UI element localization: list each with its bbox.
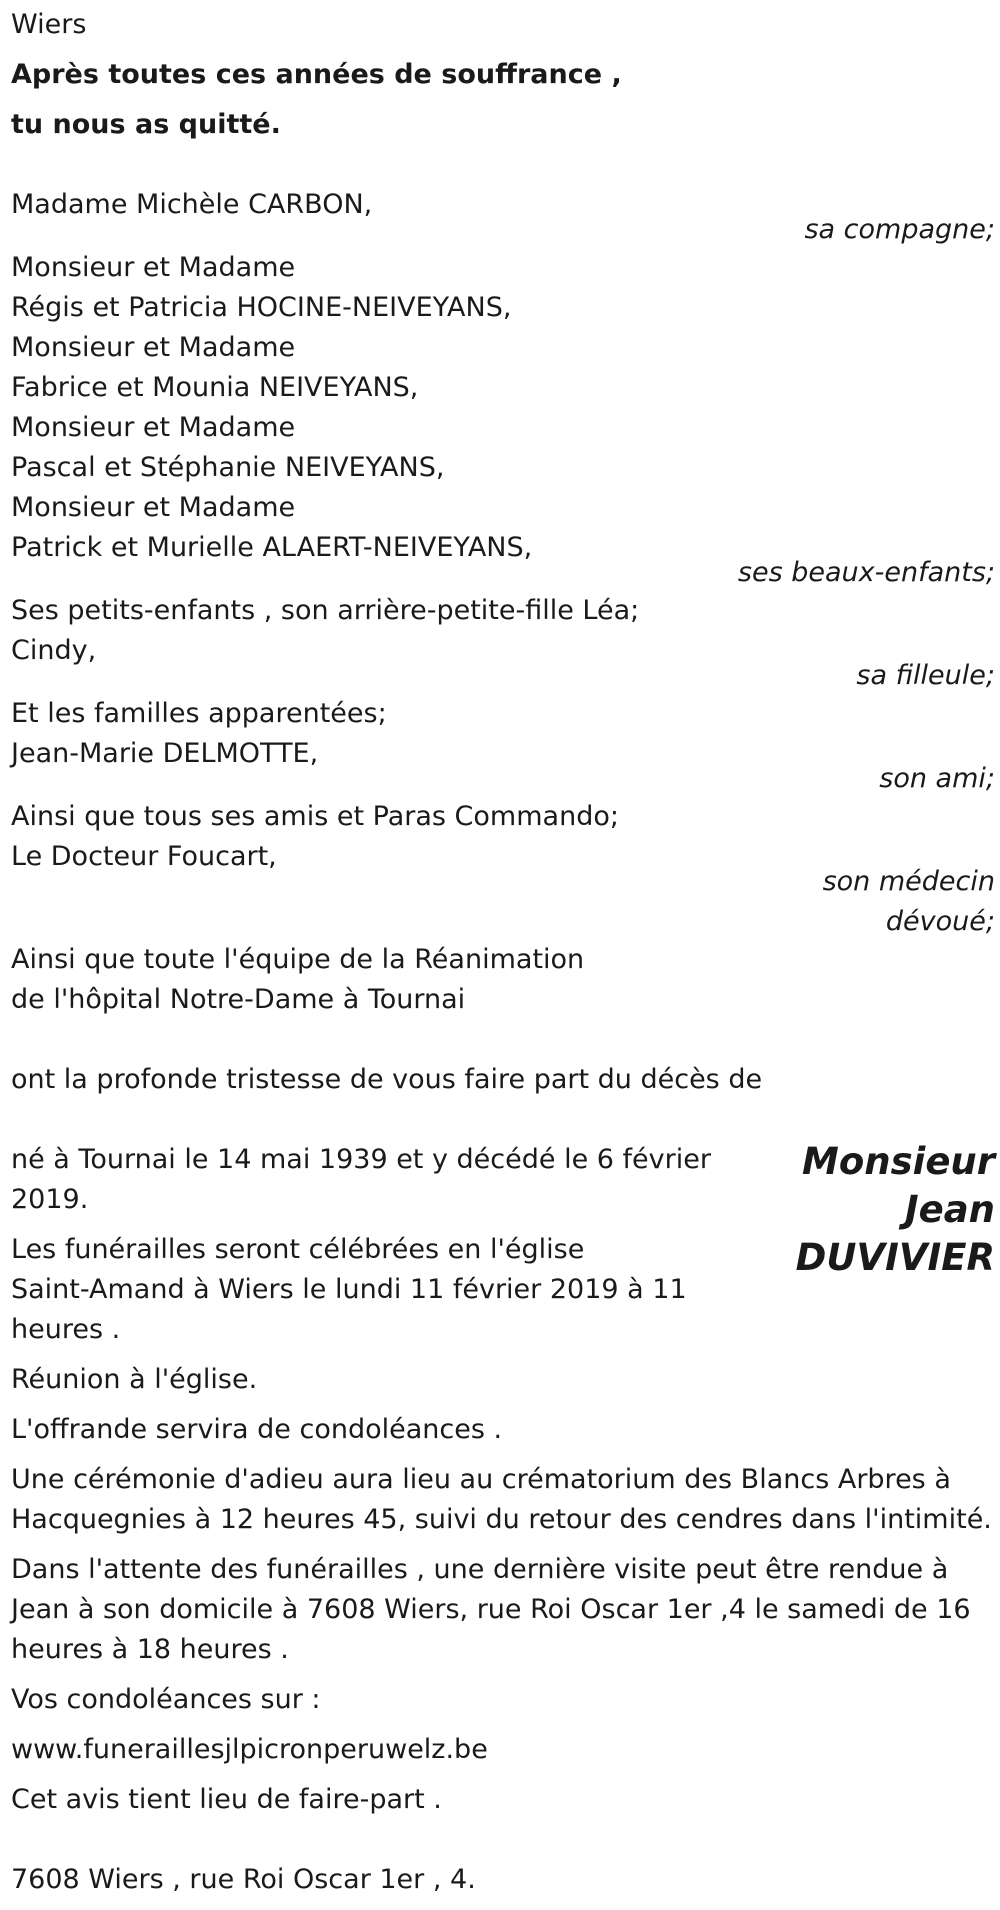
icu-team-line-2: de l'hôpital Notre-Dame à Tournai <box>11 984 466 1015</box>
goddaughter-name: Cindy, <box>11 635 97 666</box>
condolences-label: Vos condoléances sur : <box>11 1684 321 1715</box>
condolences-url: www.funeraillesjlpicronperuwelz.be <box>11 1734 488 1765</box>
church-meeting: Réunion à l'église. <box>11 1364 258 1395</box>
step-child-line: Monsieur et Madame <box>11 492 296 523</box>
grandchildren: Ses petits-enfants , son arrière-petite-fille Léa; <box>11 595 640 626</box>
visit-line-1: Dans l'attente des funérailles , une dernière visite peut être rendue à <box>11 1554 949 1585</box>
ceremony-line-1: Une cérémonie d'adieu aura lieu au crématorium des Blancs Arbres à <box>11 1464 951 1495</box>
step-child-line: Monsieur et Madame <box>11 332 296 363</box>
step-child-line: Patrick et Murielle ALAERT-NEIVEYANS, <box>11 532 533 563</box>
footer-address: 7608 Wiers , rue Roi Oscar 1er , 4. <box>11 1864 476 1895</box>
friend-role: son ami; <box>879 763 995 794</box>
doctor-role-line-1: son médecin <box>822 866 995 897</box>
announcement: ont la profonde tristesse de vous faire part du décès de <box>11 1064 763 1095</box>
funeral-line-3: heures . <box>11 1314 121 1345</box>
companion-role: sa compagne; <box>804 214 995 245</box>
step-child-line: Régis et Patricia HOCINE-NEIVEYANS, <box>11 292 512 323</box>
funeral-line-2: Saint-Amand à Wiers le lundi 11 février 2019 à 11 <box>11 1274 687 1305</box>
birth-line-2: 2019. <box>11 1184 89 1215</box>
companion-name: Madame Michèle CARBON, <box>11 189 373 220</box>
ceremony-line-2: Hacquegnies à 12 heures 45, suivi du retour des cendres dans l'intimité. <box>11 1504 992 1535</box>
friends-paras: Ainsi que tous ses amis et Paras Commando; <box>11 801 619 832</box>
birth-line-1: né à Tournai le 14 mai 1939 et y décédé le 6 février <box>11 1144 711 1175</box>
deceased-last-name: DUVIVIER <box>795 1236 995 1279</box>
notice: Cet avis tient lieu de faire-part . <box>11 1784 442 1815</box>
location: Wiers <box>11 9 87 40</box>
deceased-title: Monsieur <box>802 1140 995 1183</box>
step-children-role: ses beaux-enfants; <box>737 557 995 588</box>
relatives: Et les familles apparentées; <box>11 698 387 729</box>
icu-team-line-1: Ainsi que toute l'équipe de la Réanimation <box>11 944 585 975</box>
doctor-role-line-2: dévoué; <box>885 906 995 937</box>
goddaughter-role: sa filleule; <box>856 660 995 691</box>
step-child-line: Fabrice et Mounia NEIVEYANS, <box>11 372 419 403</box>
headline-line-2: tu nous as quitté. <box>11 109 281 140</box>
headline-line-1: Après toutes ces années de souffrance , <box>11 59 622 90</box>
funeral-line-1: Les funérailles seront célébrées en l'église <box>11 1234 585 1265</box>
deceased-name <box>796 1138 995 1282</box>
deceased-first-name: Jean <box>904 1188 995 1231</box>
friend-name: Jean-Marie DELMOTTE, <box>11 738 319 769</box>
step-child-line: Monsieur et Madame <box>11 412 296 443</box>
doctor-name: Le Docteur Foucart, <box>11 841 277 872</box>
visit-line-2: Jean à son domicile à 7608 Wiers, rue Roi Oscar 1er ,4 le samedi de 16 <box>11 1594 971 1625</box>
visit-line-3: heures à 18 heures . <box>11 1634 289 1665</box>
step-child-line: Monsieur et Madame <box>11 252 296 283</box>
offering: L'offrande servira de condoléances . <box>11 1414 503 1445</box>
step-child-line: Pascal et Stéphanie NEIVEYANS, <box>11 452 445 483</box>
